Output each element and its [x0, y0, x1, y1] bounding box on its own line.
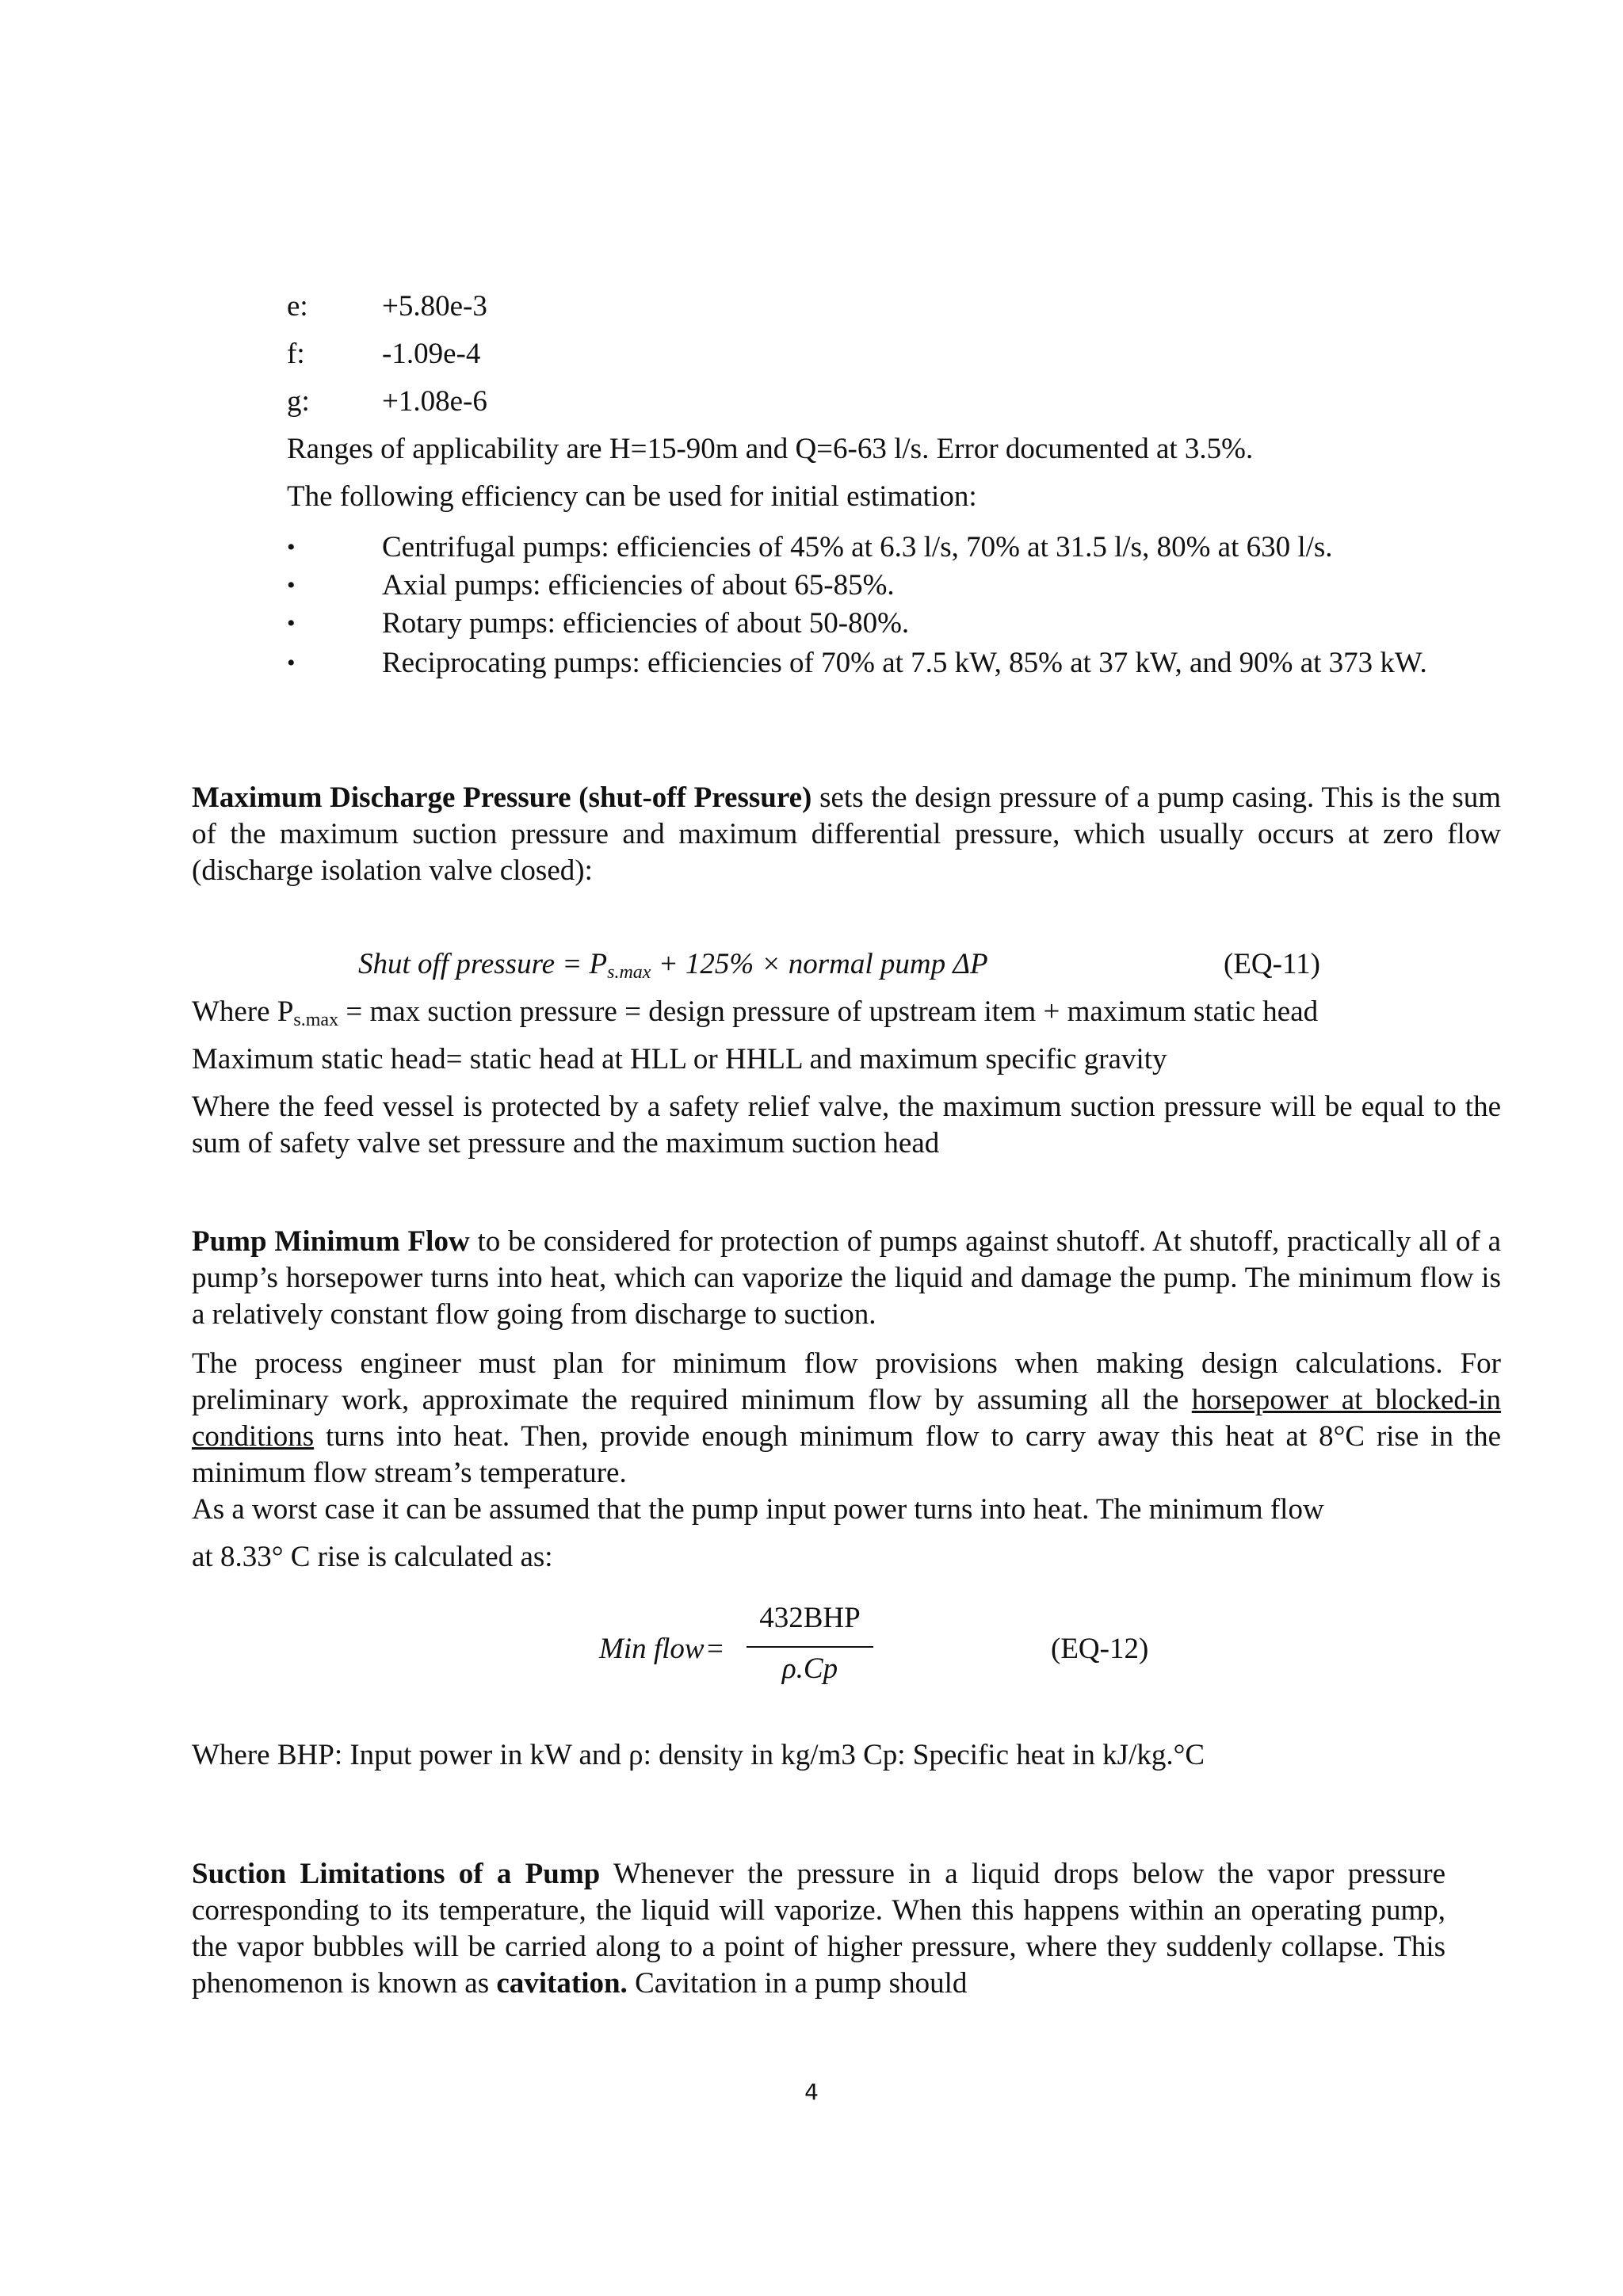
suction-heading: Suction Limitations of a Pump — [192, 1858, 601, 1890]
min-flow-body: to be considered for protection of pumps against shutoff. At shutoff, practically all of a pump’s horsepower turns into heat, which can vaporize the liquid and damage the pump. The minimum flow is a relatively constant flow going from discharge to suction. — [192, 1225, 1501, 1331]
equation-12-label: (EQ-12) — [1051, 1633, 1149, 1665]
bullet-rotary: Rotary pumps: efficiencies of about 50-80%. — [382, 607, 910, 640]
coefficient-f-value: -1.09e-4 — [382, 338, 481, 370]
process-engineer-underlined: horsepower at blocked-in conditions — [192, 1384, 1501, 1453]
min-flow-heading: Pump Minimum Flow — [192, 1225, 470, 1258]
cavitation-term: cavitation. — [496, 1967, 628, 2000]
eq12-equals: = — [707, 1633, 724, 1665]
eq11-rhs: + 125% × normal pump ΔP — [651, 948, 988, 980]
process-engineer-part1: The process engineer must plan for minimum flow provisions when making design calculations. For preliminary work, approximate the required minimum flow by assuming all the — [192, 1347, 1501, 1416]
process-engineer-paragraph — [192, 1346, 1501, 1492]
page-number: 4 — [804, 2079, 819, 2105]
ranges-text: Ranges of applicability are H=15-90m and Q=6-63 l/s. Error documented at 3.5%. — [287, 433, 1254, 465]
coefficient-e-value: +5.80e-3 — [382, 290, 487, 323]
efficiency-intro: The following efficiency can be used for initial estimation: — [287, 480, 977, 513]
min-flow-paragraph — [192, 1224, 1501, 1333]
bullet-axial: Axial pumps: efficiencies of about 65-85%. — [382, 569, 895, 602]
eq11-subscript: s.max — [607, 962, 651, 983]
eq11-lhs: Shut off pressure = P — [358, 948, 608, 980]
relief-valve-paragraph: Where the feed vessel is protected by a safety relief valve, the maximum suction pressure will be equal to the sum of safety valve set pressure and the maximum suction head — [192, 1091, 1501, 1159]
where-ps-max — [192, 994, 1318, 1030]
coefficient-f-label: f: — [287, 338, 305, 370]
eq12-lhs: Min flow — [599, 1633, 705, 1665]
max-discharge-heading: Maximum Discharge Pressure (shut-off Pressure) — [192, 781, 812, 814]
where-ps-prefix: Where P — [192, 995, 294, 1028]
equation-11 — [358, 946, 988, 983]
where-ps-suffix: = max suction pressure = design pressure of upstream item + maximum static head — [338, 995, 1319, 1028]
fraction-bar — [747, 1646, 873, 1648]
coefficient-g-label: g: — [287, 385, 310, 418]
coefficient-e-label: e: — [287, 290, 308, 323]
bullet-reciprocating: Reciprocating pumps: efficiencies of 70% at 7.5 kW, 85% at 37 kW, and 90% at 373 kW. — [382, 647, 1427, 679]
suction-body-1: Whenever the pressure in a liquid drops below the vapor pressure corresponding to its temperature, the liquid will vaporize. When this happens within an operating pump, the vapor bubbles will be carried along to a point of higher pressure, where they suddenly collapse. This phenomenon is known as — [192, 1858, 1445, 2000]
where-ps-subscript: s.max — [293, 1010, 339, 1030]
equation-11-label: (EQ-11) — [1224, 948, 1320, 980]
bullet-centrifugal: Centrifugal pumps: efficiencies of 45% at 6.3 l/s, 70% at 31.5 l/s, 80% at 630 l/s. — [382, 531, 1333, 563]
max-static-head: Maximum static head= static head at HLL or HHLL and maximum specific gravity — [192, 1043, 1167, 1075]
suction-paragraph — [192, 1856, 1445, 2002]
bullet-icon: • — [287, 572, 296, 598]
rise-line-text: at 8.33° C rise is calculated as: — [192, 1541, 553, 1573]
where-bhp-text: Where BHP: Input power in kW and ρ: density in kg/m3 Cp: Specific heat in kJ/kg.°C — [192, 1739, 1205, 1771]
suction-body-2: Cavitation in a pump should — [627, 1967, 968, 2000]
coefficient-g-value: +1.08e-6 — [382, 385, 487, 418]
process-engineer-part2: turns into heat. Then, provide enough minimum flow to carry away this heat at 8°C rise in the minimum flow stream’s temperature. — [192, 1420, 1501, 1489]
eq12-numerator: 432BHP — [759, 1602, 861, 1634]
eq12-denominator: ρ.Cp — [781, 1652, 838, 1685]
bullet-icon: • — [287, 650, 296, 676]
max-discharge-paragraph — [192, 780, 1501, 889]
worst-case-text: As a worst case it can be assumed that the pump input power turns into heat. The minimum flow — [192, 1493, 1324, 1526]
max-discharge-body: sets the design pressure of a pump casing. This is the sum of the maximum suction pressure and maximum differential pressure, which usually occurs at zero flow (discharge isolation valve closed): — [192, 781, 1501, 887]
bullet-icon: • — [287, 610, 296, 636]
bullet-icon: • — [287, 534, 296, 560]
